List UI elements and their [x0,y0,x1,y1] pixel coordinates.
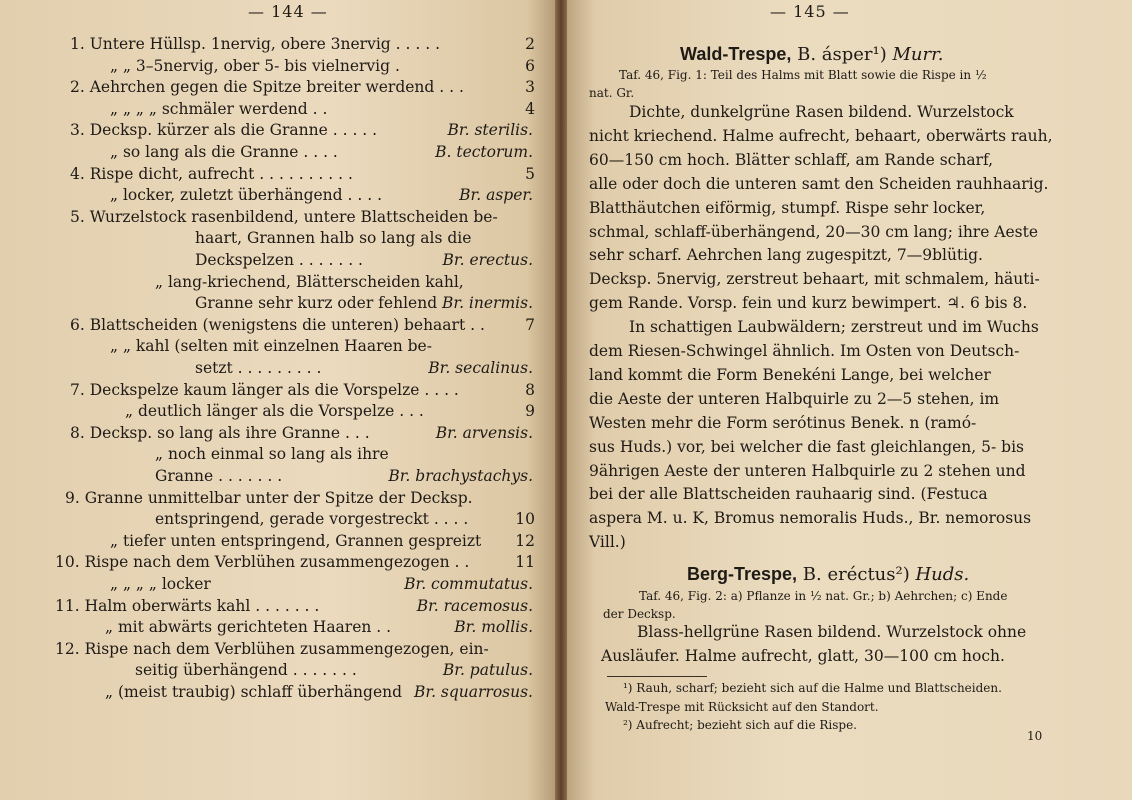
footnote: ¹) Rauh, scharf; bezieht sich auf die Halme und Blattscheiden. [623,681,1002,695]
key-reference: Br. mollis. [454,618,533,637]
text-line: Blatthäutchen eiförmig, stumpf. Rispe sehr locker, [589,198,986,217]
key-reference: Br. racemosus. [416,596,533,615]
species-author: Huds. [915,564,970,585]
key-line: 3. Decksp. kürzer als die Granne . . . . . [70,121,378,140]
text-line: sus Huds.) vor, bei welcher die fast gleichlangen, 5- bis [589,437,1025,456]
species-name: Berg-Trespe, [687,564,798,584]
key-reference: 5 [525,164,535,183]
text-line: nicht kriechend. Halme aufrecht, behaart, oberwärts rauh, [589,126,1053,145]
text-line: aspera M. u. K, Bromus nemoralis Huds., Br. nemorosus [589,509,1032,528]
key-reference: Br. sterilis. [447,121,533,140]
key-line: „ „ „ „ locker [110,575,211,593]
book-gutter [555,0,567,800]
text-line: Westen mehr die Form serótinus Benek. n (ramó- [589,413,977,432]
key-line: seitig überhängend . . . . . . . [135,661,357,680]
plate-caption: Taf. 46, Fig. 1: Teil des Halms mit Blatt sowie die Rispe in ½ [619,68,987,82]
left-page [0,0,555,800]
key-line: haart, Grannen halb so lang als die [195,229,472,248]
key-reference: 10 [515,510,535,529]
key-reference: Br. brachystachys. [388,467,533,485]
key-line: Granne . . . . . . . [155,467,283,485]
key-reference: 3 [525,78,535,97]
species-author: Murr. [892,44,944,65]
text-line: Decksp. 5nervig, zerstreut behaart, mit schmalem, häuti- [589,270,1040,289]
text-line: Dichte, dunkelgrüne Rasen bildend. Wurzelstock [629,103,1014,121]
key-reference: Br. patulus. [442,661,533,680]
footnote: ²) Aufrecht; bezieht sich auf die Rispe. [623,718,857,732]
key-line: 10. Rispe nach dem Verblühen zusammengezogen . . [55,553,470,572]
key-line: „ tiefer unten entspringend, Grannen gespreizt [110,531,482,550]
key-reference: 11 [515,553,535,572]
key-line: 1. Untere Hüllsp. 1nervig, obere 3nervig . . . . . [70,35,441,53]
text-line: In schattigen Laubwäldern; zerstreut und im Wuchs [629,318,1039,337]
key-reference: 8 [525,380,535,399]
footnote: Wald-Trespe mit Rücksicht auf den Standort. [605,699,879,714]
key-line: „ lang-kriechend, Blätterscheiden kahl, [155,272,464,291]
key-line: 6. Blattscheiden (wenigstens die unteren) behaart . . [70,315,485,334]
key-reference: Br. erectus. [442,251,533,269]
text-line: bei der alle Blattscheiden rauhaarig sind. (Festuca [589,485,988,504]
key-line: Granne sehr kurz oder fehlend [195,294,438,313]
key-line: „ mit abwärts gerichteten Haaren . . [105,618,392,637]
key-line: Deckspelzen . . . . . . . [195,251,363,269]
key-line: „ „ 3–5nervig, ober 5- bis vielnervig . [110,56,400,75]
text-line: dem Riesen-Schwingel ähnlich. Im Osten von Deutsch- [589,342,1020,360]
key-reference: 6 [525,56,535,75]
key-reference: 9 [525,402,535,421]
key-line: „ deutlich länger als die Vorspelze . . . [125,402,424,421]
key-reference: Br. asper. [459,186,533,205]
plate-caption-cont: der Decksp. [603,607,676,621]
key-line: 12. Rispe nach dem Verblühen zusammengezogen, ein- [55,639,489,658]
key-reference: B. tectorum. [435,143,533,161]
key-line: „ (meist traubig) schlaff überhängend [105,683,403,701]
key-reference: Br. commutatus. [404,575,533,593]
text-line: land kommt die Form Benekéni Lange, bei welcher [589,365,991,384]
key-line: „ noch einmal so lang als ihre [155,445,389,464]
plate-caption: Taf. 46, Fig. 2: a) Pflanze in ½ nat. Gr.; b) Aehrchen; c) Ende [639,589,1008,603]
text-line: 9ährigen Aeste der unteren Halbquirle zu 2 stehen und [589,461,1026,480]
right-page [567,0,1132,800]
species-latin: B. eréctus²) [802,564,910,585]
key-reference: Br. inermis. [441,294,533,313]
key-reference: 2 [525,35,535,53]
key-reference: 12 [515,531,535,550]
key-line: 4. Rispe dicht, aufrecht . . . . . . . . . . [70,164,353,183]
page-number: — 144 — [248,2,328,21]
key-reference: 7 [525,315,535,334]
species-heading-wald-trespe [680,44,943,65]
text-line: 60—150 cm hoch. Blätter schlaff, am Rande scharf, [589,150,994,169]
key-line: setzt . . . . . . . . . [195,359,322,377]
text-line: die Aeste der unteren Halbquirle zu 2—5 stehen, im [589,389,1000,408]
key-reference: Br. secalinus. [428,359,533,377]
key-line: entspringend, gerade vorgestreckt . . . . [155,510,469,529]
key-line: 9. Granne unmittelbar unter der Spitze der Decksp. [65,488,473,507]
text-line: alle oder doch die unteren samt den Scheiden rauhhaarig. [589,174,1049,193]
key-line: „ locker, zuletzt überhängend . . . . [110,186,382,205]
text-line: Blass-hellgrüne Rasen bildend. Wurzelstock ohne [637,623,1027,641]
species-name: Wald-Trespe, [680,44,792,64]
key-line: 8. Decksp. so lang als ihre Granne . . . [70,423,370,442]
key-line: „ „ „ „ schmäler werdend . . [110,99,328,118]
key-line: „ „ kahl (selten mit einzelnen Haaren be- [110,337,432,356]
key-reference: 4 [525,99,535,118]
text-line: gem Rande. Vorsp. fein und kurz bewimpert. ♃. 6 bis 8. [589,294,1028,313]
species-heading-berg-trespe [687,564,969,585]
key-line: 2. Aehrchen gegen die Spitze breiter werdend . . . [70,78,464,97]
species-latin: B. ásper¹) [797,44,887,65]
key-reference: Br. squarrosus. [413,683,533,701]
key-line: 7. Deckspelze kaum länger als die Vorspelze . . . . [70,380,459,399]
key-line: 5. Wurzelstock rasenbildend, untere Blattscheiden be- [70,207,498,226]
text-line: sehr scharf. Aehrchen lang zugespitzt, 7—9blütig. [589,246,983,265]
signature-mark: 10 [1027,729,1043,743]
page-number: — 145 — [770,2,850,21]
footnote-rule [607,676,707,677]
text-line: Ausläufer. Halme aufrecht, glatt, 30—100 cm hoch. [601,646,1005,665]
plate-caption-cont: nat. Gr. [589,86,635,100]
key-line: „ so lang als die Granne . . . . [110,143,338,161]
text-line: schmal, schlaff-überhängend, 20—30 cm lang; ihre Aeste [589,222,1039,241]
key-line: 11. Halm oberwärts kahl . . . . . . . [55,596,320,615]
text-line: Vill.) [589,533,626,552]
key-reference: Br. arvensis. [435,423,533,442]
